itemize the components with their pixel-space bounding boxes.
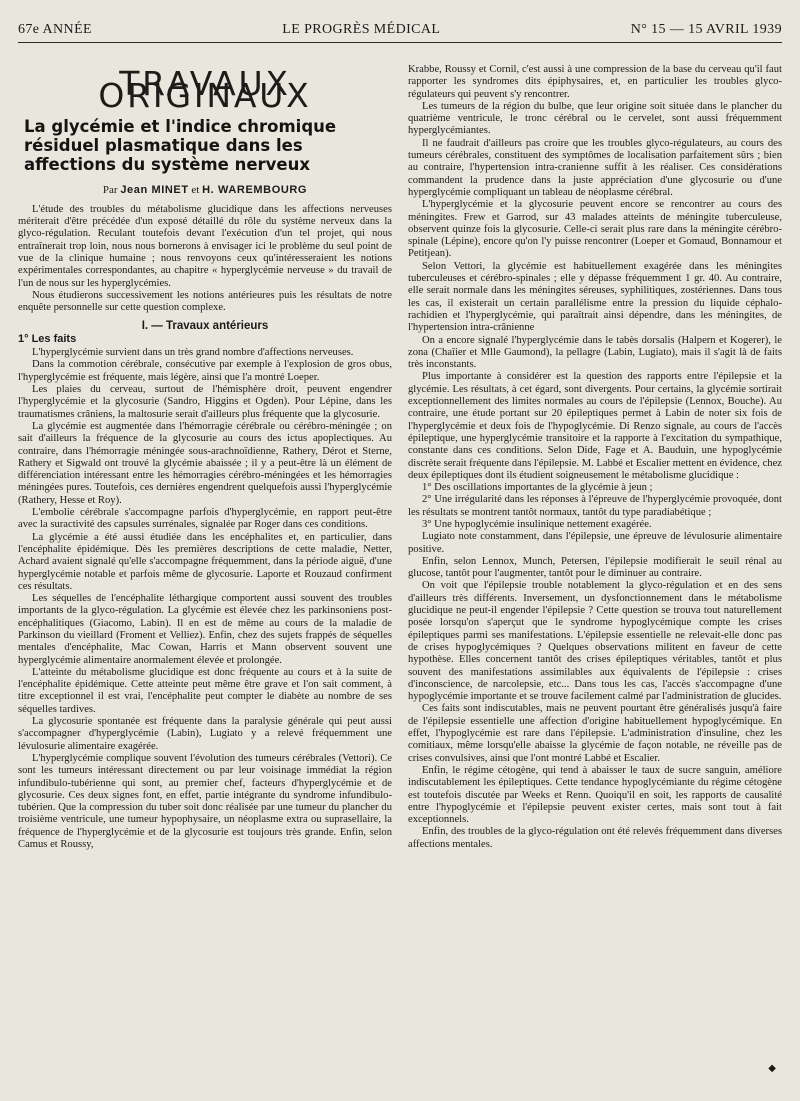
body-paragraph: Krabbe, Roussy et Cornil, c'est aussi à une compression de la base du cerveau qu'il faut rapporter les syndromes dits épiphysaires, et, en particulier les troubles glyco-régulateurs qui peuvent s'y rencontrer. bbox=[408, 64, 782, 100]
intro-paragraph: L'étude des troubles du métabolisme glucidique dans les affections nerveuses mériterait d'être précédée d'un exposé détaillé du rôle du système nerveux dans la glyco-régulation. Reculant toutefois devant l'exécution d'un tel projet, qui nous entraînerait trop loin, nous nous bornerons à envisager ici le problème du seul point de vue de la clinique humaine ; nous renvoyons ceux qu'intéresseraient les notions expérimentales correspondantes, au chapitre « hyperglycémie nerveuse » du travail de l'un de nous sur les hyperglycémies. bbox=[18, 203, 392, 289]
list-item: 2° Une irrégularité dans les réponses à l'épreuve de l'hyperglycémie provoquée, dont les résultats se montrent tantôt normaux, tantôt du type paradiabétique ; bbox=[408, 494, 782, 518]
header-year: 67e ANNÉE bbox=[18, 22, 92, 37]
body-paragraph: Enfin, le régime cétogène, qui tend à abaisser le taux de sucre sanguin, améliore indiscutablement les épileptiques. Cette tendance hypoglycémiante du régime cétogène est toutefois discutée par Weeks et Renn. Quoiqu'il en soit, les rapports de causalité entre l'hypoglycémie et l'épilepsie peuvent exister certes, mais sont tout à fait exceptionnels. bbox=[408, 764, 782, 826]
sub-heading: 1° Les faits bbox=[18, 332, 77, 345]
header-issue-date: N° 15 — 15 AVRIL 1939 bbox=[630, 22, 782, 37]
end-diamond-mark: ◆ bbox=[768, 1062, 776, 1074]
author-2: H. WAREMBOURG bbox=[202, 183, 308, 196]
body-paragraph: Lugiato note constamment, dans l'épilepsie, une épreuve de lévulosurie alimentaire positive. bbox=[408, 531, 782, 555]
body-paragraph: L'hyperglycémie survient dans un très grand nombre d'affections nerveuses. bbox=[32, 347, 354, 359]
body-paragraph: On a encore signalé l'hyperglycémie dans le tabès dorsalis (Halpern et Kogerer), le zona (Chaîier et Mlle Gaumond), la pellagre (Labin, Lugiato), mais il s'agit là de faits très inconstants. bbox=[408, 334, 782, 371]
header-rule bbox=[18, 42, 782, 43]
section-title: TRAVAUX ORIGINAUX bbox=[98, 64, 312, 116]
body-paragraph: La glycosurie spontanée est fréquente dans la paralysie générale qui peut aussi s'accompagner d'hyperglycémie (Labin), Lugiato y a relevé fréquemment une lévulosurie alimentaire exagérée. bbox=[18, 716, 392, 752]
body-paragraph: La glycémie a été aussi étudiée dans les encéphalites et, en particulier, dans l'encéphalite épidémique. Dès les premières descriptions de cette maladie, Netter, Achard avaient signalé qu'elle s'accompagne fréquemment, dans la période aiguë, d'une hyperglycémie notable et parfois même de glycosurie. Laporte et Rouzaud confirment ces résultats. bbox=[18, 531, 392, 592]
body-paragraph: Il ne faudrait d'ailleurs pas croire que les troubles glyco-régulateurs, au cours des tumeurs cérébrales, constituent des symptômes de localisation parfaitement sûrs ; bien au contraire, l'hypertension intra-cranienne suffit à les réaliser. Ces considérations commandent la prudence dans la juste appréciation d'une glycosurie ou d'une hyperglycémie compliquant un tableau de néoplasme cérébral. bbox=[408, 137, 782, 198]
left-column bbox=[18, 64, 392, 1087]
header-journal-name: LE PROGRÈS MÉDICAL bbox=[282, 22, 441, 37]
body-paragraph: L'hyperglycémie complique souvent l'évolution des tumeurs cérébrales (Vettori). Ce sont les tumeurs intéressant directement ou par leur voisinage immédiat la région infundibulo-tubérienne qui sont, au premier chef, facteurs d'hyperglycémie et de glycosurie. Ces deux signes font, en effet, partie intégrante du syndrome infundibulo-tubérien. Que la compression du tuber soit donc réalisée par une tumeur du plancher du troisième ventricule, une tumeur hypophysaire, un néoplasme extra ou suprasellaire, la fréquence de l'hyperglycémie et de la glycosurie est toujours très grande. Enfin, selon Camus et Roussy, bbox=[18, 752, 392, 851]
running-header bbox=[18, 16, 782, 38]
body-paragraph: Enfin, selon Lennox, Munch, Petersen, l'épilepsie modifierait le seuil rénal au glucose, tantôt pour l'augmenter, tantôt pour le diminuer au contraire. bbox=[408, 555, 782, 580]
body-paragraph: Selon Vettori, la glycémie est habituellement exagérée dans les méningites tuberculeuses et cérébro-spinales ; elle y dépasse fréquemment 1 gr. 40. Au contraire, elle serait normale dans les méningites séreuses, syphilitiques, zostériennes. Dans tous les cas, il existerait un certain parallélisme entre la pression du liquide céphalo-rachidien et l'hyperglycémie, qui paraîtrait ainsi dépendre, dans les méningites, de l'hypertension intra-crânienne bbox=[408, 260, 782, 334]
intro-paragraph: Nous étudierons successivement les notions antérieures puis les résultats de notre enquête personnelle sur cette question complexe. bbox=[18, 289, 392, 314]
body-paragraph: Les séquelles de l'encéphalite léthargique comportent aussi souvent des troubles importants de la glyco-régulation. La glycémie est élevée chez les parkinsoniens post-encéphalitiques (Giacomo, Labin). Il en est de même au cours de la maladie de Parkinson du vieillard (Froment et Velliez). Enfin, chez des sujets frappés de séquelles mentales d'encéphalite, Mac Cowan, Harris et Mann observent souvent une hyperglycémie alimentaire anormalement élevée et prolongée. bbox=[18, 593, 392, 666]
body-paragraph: Les tumeurs de la région du bulbe, que leur origine soit située dans le plancher du quatrième ventricule, le tronc cérébral ou le cervelet, sont aussi fréquemment hyperglycémiantes. bbox=[408, 100, 782, 137]
list-item: 1° Des oscillations importantes de la glycémie à jeun ; bbox=[422, 482, 653, 494]
body-paragraph: L'hyperglycémie et la glycosurie peuvent encore se rencontrer au cours des méningites. Frew et Garrod, sur 43 malades atteints de méningite tuberculeuse, observent quinze fois la glycosurie. Celle-ci serait plus rare dans la méningite cérébro-spinale (Lépine), encore qu'on l'y puisse rencontrer (Loeper et Gomaud, Bonnamour et Petitjean). bbox=[408, 199, 782, 260]
byline-prefix: Par bbox=[102, 183, 118, 196]
body-paragraph: Plus importante à considérer est la question des rapports entre l'épilepsie et la glycémie. Les résultats, à cet égard, sont divergents. Pour certains, la glycémie sortirait exceptionnellement des limites normales au cours de l'épilepsie (Lennox, Bouche). Au contraire, une étude portant sur 20 épileptiques permet à Labin de noter six fois de l'hyperglycémie et deux fois de l'hypoglycémie. Di Renzo signale, au cours de l'accès épileptique, une hyperglycémie transitoire et la rapporte à l'excitation du sympathique, constante dans ces conditions. Selon Dide, Fage et A. Bauduin, une hypoglycémie discrète serait fréquente dans l'épilepsie. M. Labbé et Escalier mettent en évidence, chez deux épileptiques dont ils étudient soigneusement le métabolisme glucidique : bbox=[408, 371, 782, 481]
numbered-list bbox=[408, 482, 782, 531]
byline bbox=[18, 184, 392, 196]
body-paragraph: L'embolie cérébrale s'accompagne parfois d'hyperglycémie, en rapport peut-être avec la suractivité des capsules surrénales, signalée par Roger dans ces conditions. bbox=[18, 507, 392, 531]
byline-and: et bbox=[191, 183, 200, 196]
body-paragraph: Les plaies du cerveau, surtout de l'hémisphère droit, peuvent engendrer l'hyperglycémie et la glycosurie (Sandro, Higgins et Ogden). Pour Lépine, dans les traumatismes crâniens, la maltosurie serait d'ailleurs plus fréquente que la glycosurie. bbox=[18, 384, 392, 420]
body-paragraph: La glycémie est augmentée dans l'hémorragie cérébrale ou cérébro-méningée ; on sait d'ailleurs la fréquence de la glycosurie au cours des ictus apoplectiques. Au contraire, dans l'hémorragie méningée sous-arachnoïdienne, Rathery, Dérot et Sterne, Rathery et Sigwald ont trouvé la glycémie abaissée ; il y a peut-être là un élément de différenciation intéressant entre les hémorragies cérébro-méningées et les hémorragies méningées pures. Toutefois, ces dernières engendrent quelquefois aussi l'hyperglycémie (Rathery, Hesse et Roy). bbox=[18, 420, 392, 506]
body-paragraph: On voit que l'épilepsie trouble notablement la glyco-régulation et en des sens d'ailleurs très différents. Inversement, un dysfonctionnement dans le métabolisme glucidique ne peut-il engender l'épilepsie ? Cette question se trouva tout naturellement posée lorsqu'on s'aperçut que le syndrome hypoglycémique compte les crises épileptiques parmi ses manifestations. L'épilepsie essentielle ne relevait-elle donc pas de crises hypoglycémiques ? Quelques observations militent en faveur de cette hypothèse. Elles concernent tantôt des crises épileptiques véritables, tantôt et plus souvent des manifestations assimilables aux équivalents de l'épilepsie : crises d'inconscience, de narcolepsie, etc... Dans tous les cas, l'accès s'accompagne d'une hypoglycémie importante et se trouve facilement calmé par l'administration de glucides. bbox=[408, 580, 782, 703]
body-paragraph: Enfin, des troubles de la glyco-régulation ont été relevés fréquemment dans diverses affections mentales. bbox=[408, 826, 782, 850]
body-paragraph: Ces faits sont indiscutables, mais ne peuvent pourtant être généralisés jusqu'à faire de l'épilepsie essentielle une affection d'origine habituellement hypoglycémique. En effet, l'hypoglycémie est rare dans l'épilepsie. L'administration d'insuline, chez les comitiaux, même lorsqu'elle abaisse la glycémie de façon notable, ne réveille pas de crises convulsives, ainsi que l'ont montré Labbé et Escalier. bbox=[408, 703, 782, 764]
author-1: Jean MINET bbox=[120, 183, 189, 196]
body-paragraph: L'atteinte du métabolisme glucidique est donc fréquente au cours et à la suite de l'encéphalite épidémique. Cette atteinte peut même être grave et l'on sait comment, à titre exceptionnel il est vrai, l'encéphalite peut compter le diabète au nombre de ses séquelles tardives. bbox=[18, 666, 392, 715]
body-paragraph: Dans la commotion cérébrale, consécutive par exemple à l'explosion de gros obus, l'hyperglycémie est fréquente, mais légère, ainsi que l'a montré Loeper. bbox=[18, 359, 392, 383]
article-title: La glycémie et l'indice chromique résiduel plasmatique dans les affections du système nerveux bbox=[24, 116, 337, 174]
right-column bbox=[408, 64, 782, 1087]
part-heading: I. — Travaux antérieurs bbox=[141, 319, 269, 332]
list-item: 3° Une hypoglycémie insulinique nettement exagérée. bbox=[422, 518, 652, 530]
